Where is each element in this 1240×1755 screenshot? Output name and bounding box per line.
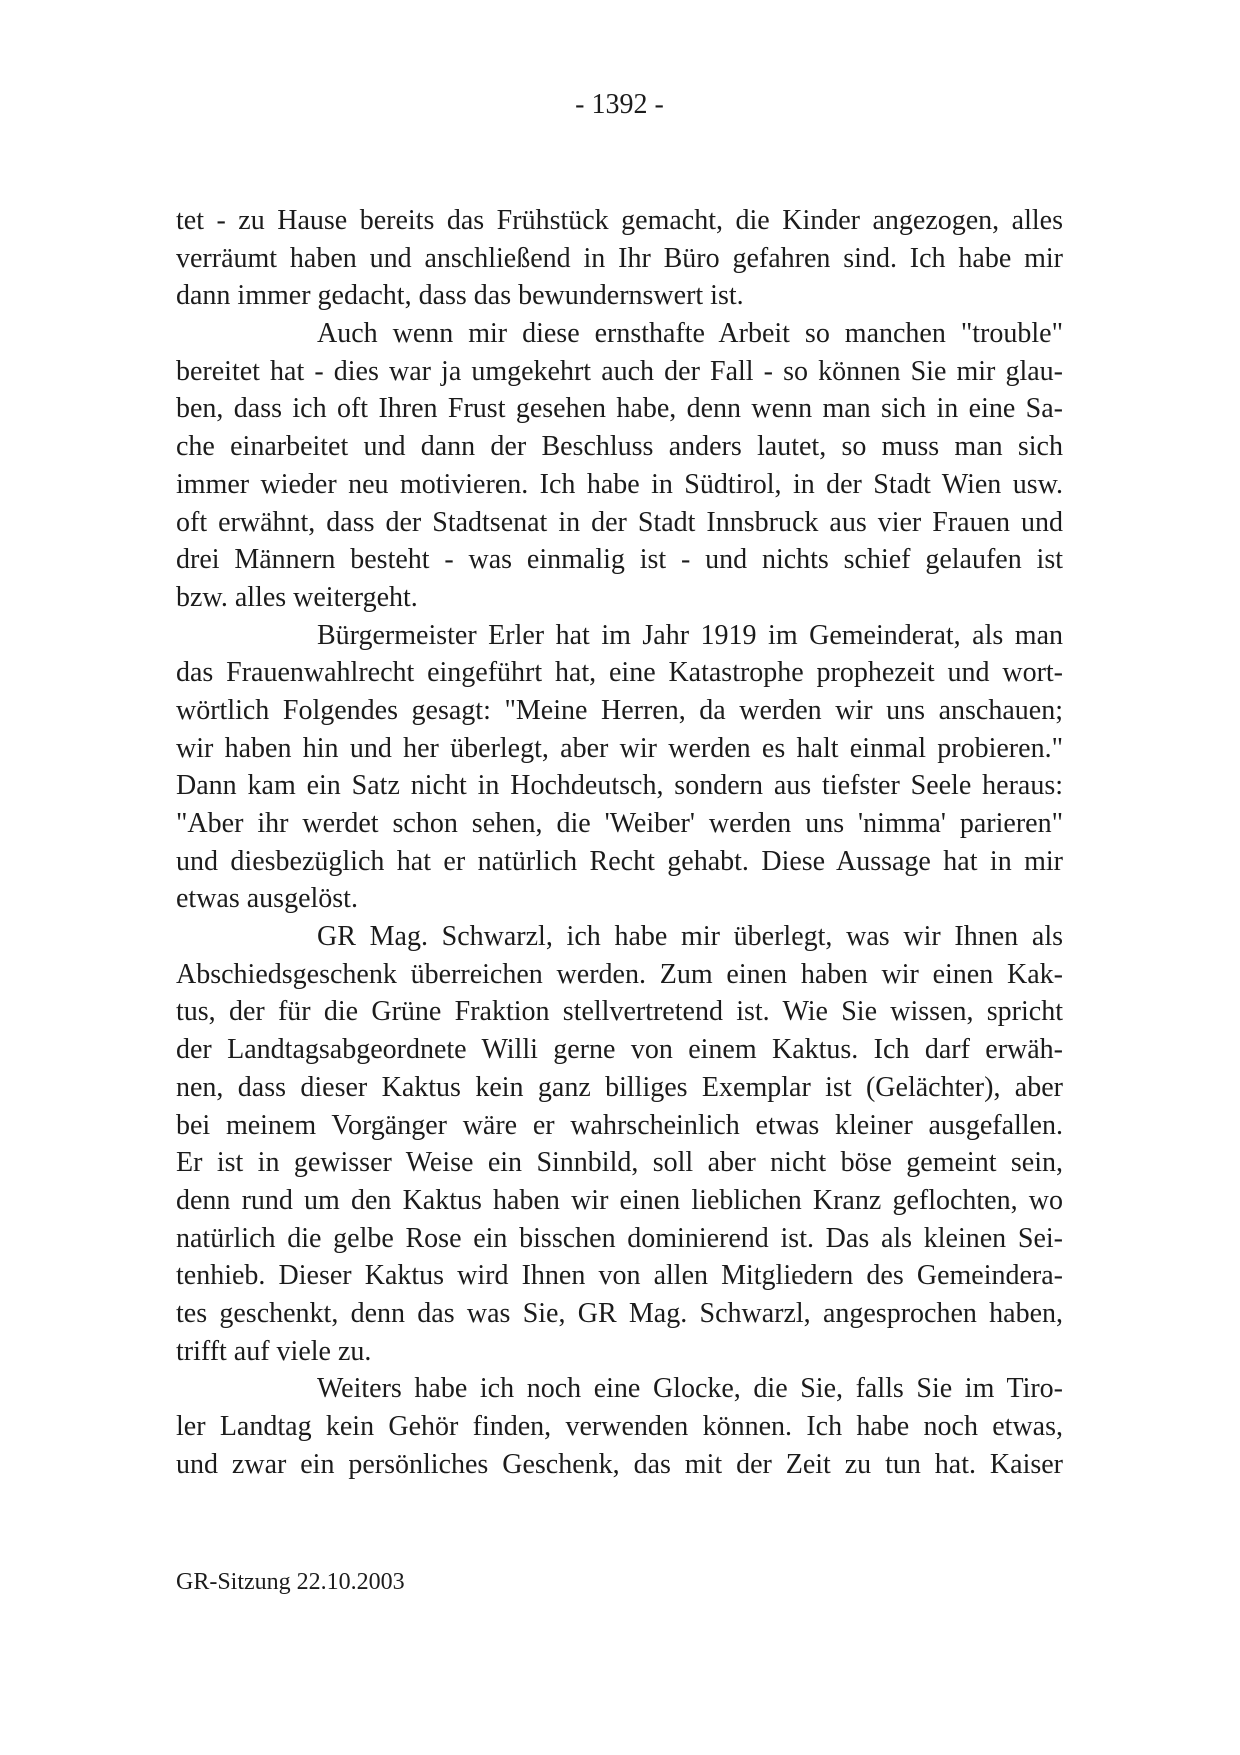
text-line: trifft auf viele zu. <box>176 1335 372 1367</box>
text-line: Bürgermeister Erler hat im Jahr 1919 im Gemeinderat, als man <box>317 619 1063 651</box>
paragraph <box>176 1370 1063 1483</box>
text-line: ben, dass ich oft Ihren Frust gesehen habe, denn wenn man sich in eine Sa- <box>176 393 1063 425</box>
text-line: tet - zu Hause bereits das Frühstück gemacht, die Kinder angezogen, alles <box>176 205 1063 236</box>
footer-note: GR-Sitzung 22.10.2003 <box>176 1569 405 1595</box>
text-line: bei meinem Vorgänger wäre er wahrscheinlich etwas kleiner ausgefallen. <box>176 1109 1063 1141</box>
text-line: immer wieder neu motivieren. Ich habe in Südtirol, in der Stadt Wien usw. <box>176 468 1063 500</box>
text-line: oft erwähnt, dass der Stadtsenat in der Stadt Innsbruck aus vier Frauen und <box>176 506 1063 538</box>
paragraph <box>176 918 1063 1370</box>
text-line: tus, der für die Grüne Fraktion stellvertretend ist. Wie Sie wissen, spricht <box>176 996 1063 1028</box>
paragraph <box>176 315 1063 617</box>
text-line: tenhieb. Dieser Kaktus wird Ihnen von allen Mitgliedern des Gemeindera- <box>176 1260 1063 1292</box>
text-line: Abschiedsgeschenk überreichen werden. Zum einen haben wir einen Kak- <box>176 958 1063 990</box>
text-line: der Landtagsabgeordnete Willi gerne von einem Kaktus. Ich darf erwäh- <box>176 1034 1063 1066</box>
paragraph <box>176 617 1063 919</box>
text-line: etwas ausgelöst. <box>176 883 358 915</box>
text-line: che einarbeitet und dann der Beschluss anders lautet, so muss man sich <box>176 431 1063 463</box>
text-line: ler Landtag kein Gehör finden, verwenden können. Ich habe noch etwas, <box>176 1411 1063 1442</box>
text-line: dann immer gedacht, dass das bewundernswert ist. <box>176 280 744 312</box>
text-line: natürlich die gelbe Rose ein bisschen dominierend ist. Das als kleinen Sei- <box>176 1222 1063 1254</box>
document-body <box>176 202 1063 1483</box>
text-line: wir haben hin und her überlegt, aber wir werden es halt einmal probieren." <box>176 732 1063 764</box>
text-line: und zwar ein persönliches Geschenk, das mit der Zeit zu tun hat. Kaiser <box>176 1448 1063 1480</box>
text-line: GR Mag. Schwarzl, ich habe mir überlegt, was wir Ihnen als <box>317 921 1063 953</box>
text-line: Er ist in gewisser Weise ein Sinnbild, soll aber nicht böse gemeint sein, <box>176 1147 1063 1179</box>
page-number: - 1392 - <box>575 89 664 120</box>
text-line: nen, dass dieser Kaktus kein ganz billiges Exemplar ist (Gelächter), aber <box>176 1071 1063 1103</box>
text-line: bzw. alles weitergeht. <box>176 581 418 613</box>
text-line: und diesbezüglich hat er natürlich Recht gehabt. Diese Aussage hat in mir <box>176 845 1063 877</box>
text-line: denn rund um den Kaktus haben wir einen lieblichen Kranz geflochten, wo <box>176 1184 1063 1216</box>
paragraph <box>176 202 1063 315</box>
text-line: tes geschenkt, denn das was Sie, GR Mag. Schwarzl, angesprochen haben, <box>176 1297 1063 1329</box>
text-line: verräumt haben und anschließend in Ihr Büro gefahren sind. Ich habe mir <box>176 242 1063 274</box>
text-line: Dann kam ein Satz nicht in Hochdeutsch, sondern aus tiefster Seele heraus: <box>176 770 1063 802</box>
text-line: Weiters habe ich noch eine Glocke, die Sie, falls Sie im Tiro- <box>317 1373 1063 1405</box>
text-line: drei Männern besteht - was einmalig ist - und nichts schief gelaufen ist <box>176 544 1063 576</box>
text-line: "Aber ihr werdet schon sehen, die 'Weiber' werden uns 'nimma' parieren" <box>176 808 1063 839</box>
text-line: bereitet hat - dies war ja umgekehrt auch der Fall - so können Sie mir glau- <box>176 355 1063 387</box>
text-line: Auch wenn mir diese ernsthafte Arbeit so manchen "trouble" <box>317 318 1063 350</box>
text-line: das Frauenwahlrecht eingeführt hat, eine Katastrophe prophezeit und wort- <box>176 657 1063 689</box>
text-line: wörtlich Folgendes gesagt: "Meine Herren, da werden wir uns anschauen; <box>176 694 1063 726</box>
